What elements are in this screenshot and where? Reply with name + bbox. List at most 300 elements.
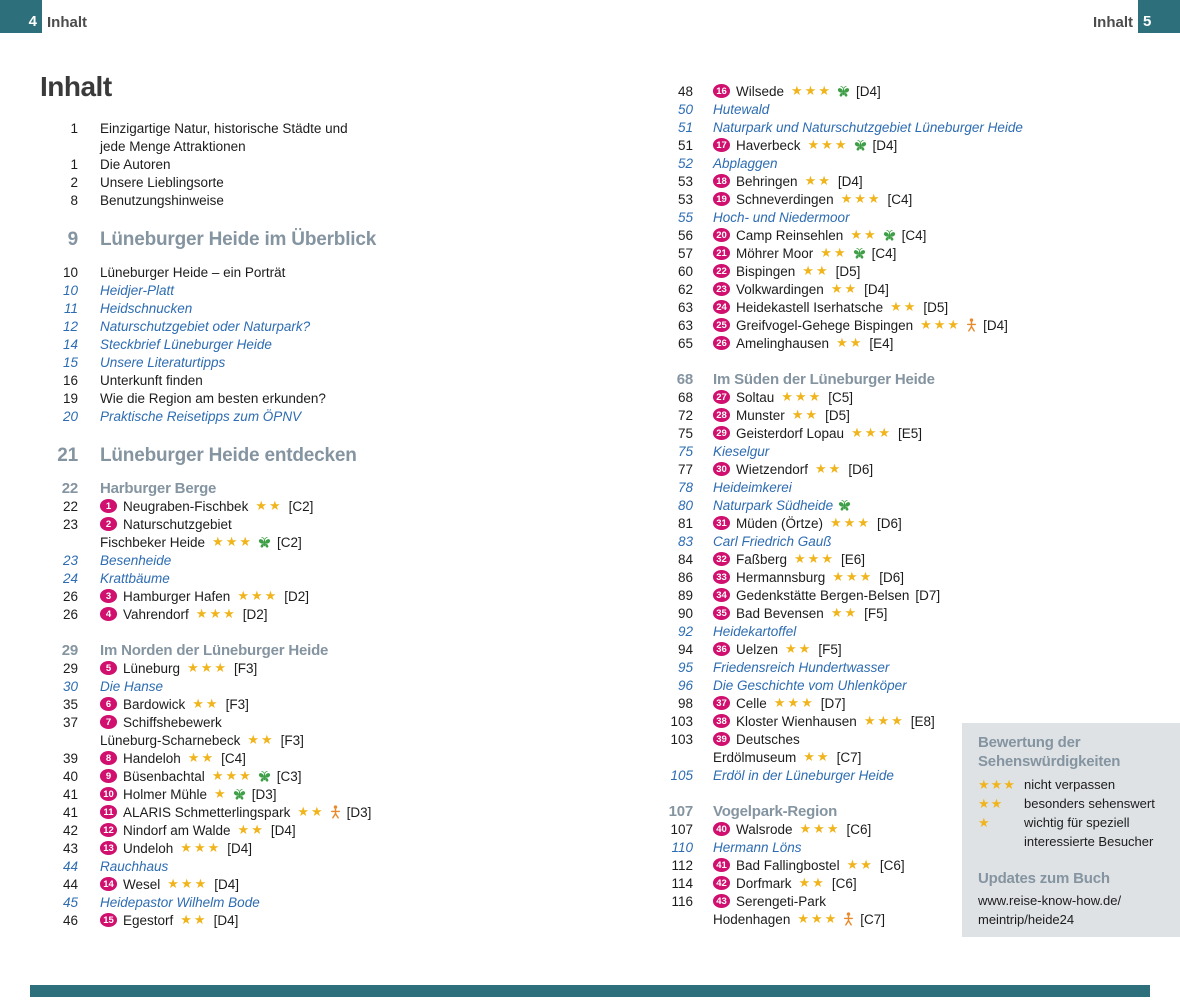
entry-content [100, 229, 376, 251]
entry-label: Die Geschichte vom Uhlenköper [713, 677, 907, 693]
entry-content [100, 804, 371, 820]
rating-stars: ★ [214, 786, 228, 801]
legend-rating-row [978, 794, 1170, 813]
entry-content [713, 768, 894, 783]
butterfly-icon [838, 499, 851, 512]
rating-stars [978, 832, 1024, 851]
toc-entry-row [40, 407, 625, 425]
entry-label: Müden (Örtze) [736, 515, 824, 531]
toc-entry-row [645, 172, 1180, 190]
entry-label: Bispingen [736, 263, 796, 279]
entry-label: Bad Fallingbostel [736, 857, 840, 873]
entry-content [100, 337, 272, 352]
page-number: 37 [62, 714, 78, 730]
page-number: 105 [670, 767, 693, 783]
updates-title: Updates zum Buch [978, 870, 1110, 887]
toc-chapter-row [40, 229, 625, 251]
entry-label: Walsrode [736, 821, 793, 837]
entry-content [713, 227, 926, 243]
entry-content [713, 173, 863, 189]
footer-accent-bar [30, 985, 1150, 997]
toc-entry-row [645, 586, 1180, 604]
map-grid-ref: [D6] [879, 569, 905, 585]
map-grid-ref: [D4] [270, 822, 296, 838]
entry-content [100, 480, 216, 497]
page-number: 63 [677, 299, 693, 315]
page-number-right: 5 [1143, 13, 1152, 30]
entry-label: Schiffshebewerk [123, 714, 222, 730]
map-grid-ref: [F3] [234, 660, 258, 676]
toc-entry-row [40, 857, 625, 875]
entry-label: Munster [736, 407, 785, 423]
page-number: 107 [668, 802, 693, 820]
header-label-left: Inhalt [47, 14, 87, 31]
rating-label: wichtig für speziell [1024, 815, 1130, 830]
page-number: 11 [63, 300, 78, 316]
poi-number-badge: 40 [713, 822, 730, 836]
entry-label: Bad Bevensen [736, 605, 824, 621]
toc-entry-row [645, 676, 1180, 694]
rating-stars: ★★ [890, 299, 918, 314]
toc-entry-row [40, 335, 625, 353]
toc-entry-row [645, 244, 1180, 262]
entry-label: Geisterdorf Lopau [736, 425, 845, 441]
person-icon [966, 318, 977, 332]
entry-label: Krattbäume [100, 570, 170, 586]
page-number: 44 [62, 858, 78, 874]
entry-content [100, 750, 246, 766]
entry-content [100, 301, 192, 316]
entry-content [713, 317, 1008, 333]
page-number: 83 [677, 533, 693, 549]
toc-entry-row [40, 659, 625, 677]
butterfly-icon [233, 788, 246, 801]
page-number: 20 [62, 408, 78, 424]
poi-number-badge: 4 [100, 607, 117, 621]
butterfly-icon [837, 85, 850, 98]
toc-entry-row [645, 190, 1180, 208]
entry-content [100, 840, 252, 856]
entry-label: Heidjer-Platt [100, 282, 175, 298]
page-number: 19 [62, 390, 78, 406]
rating-stars: ★★ [836, 335, 864, 350]
entry-label: Behringen [736, 173, 798, 189]
toc-entry-row [40, 263, 625, 281]
entry-content [100, 391, 326, 406]
page-number: 44 [62, 876, 78, 892]
page-number: 96 [677, 677, 693, 693]
toc-entry-row [40, 821, 625, 839]
entry-content [713, 840, 802, 855]
page-number: 78 [677, 479, 693, 495]
rating-stars: ★★★ [920, 317, 962, 332]
poi-number-badge: 12 [100, 823, 117, 837]
page-number: 62 [677, 281, 693, 297]
toc-entry-row [40, 389, 625, 407]
poi-number-badge: 17 [713, 138, 730, 152]
page-number: 86 [677, 569, 693, 585]
entry-label: Wietzendorf [736, 461, 809, 477]
poi-number-badge: 38 [713, 714, 730, 728]
rating-stars: ★★ [846, 857, 874, 872]
map-grid-ref: [C3] [276, 768, 302, 784]
page-number: 112 [671, 857, 693, 873]
rating-stars: ★★ [785, 641, 813, 656]
map-grid-ref: [D4] [872, 137, 898, 153]
entry-label: Gedenkstätte Bergen-Belsen [736, 587, 910, 603]
rating-label: nicht verpassen [1024, 777, 1116, 792]
toc-entry-row [645, 388, 1180, 406]
map-grid-ref: [C7] [836, 749, 862, 765]
page-number-left: 4 [28, 13, 37, 30]
entry-label: Naturpark Südheide [713, 497, 834, 513]
map-grid-ref: [E8] [910, 713, 935, 729]
entry-content [100, 517, 232, 532]
page-number: 68 [677, 389, 693, 405]
rating-stars: ★★ [187, 750, 216, 765]
entry-label: Bardowick [123, 696, 186, 712]
entry-label: Die Autoren [100, 156, 171, 172]
entry-content [713, 678, 907, 693]
entry-label: Naturschutzgebiet oder Naturpark? [100, 318, 311, 334]
page-number: 22 [61, 479, 78, 497]
page-number: 30 [62, 678, 78, 694]
page-number: 8 [70, 192, 78, 208]
entry-label: Unsere Lieblingsorte [100, 174, 224, 190]
rating-stars: ★★★ [180, 840, 222, 855]
poi-number-badge: 2 [100, 517, 117, 531]
rating-stars: ★★★ [167, 876, 209, 891]
entry-label: Lüneburger Heide entdecken [100, 445, 357, 466]
entry-content [100, 265, 285, 280]
map-grid-ref: [D6] [848, 461, 874, 477]
map-grid-ref: [C6] [879, 857, 905, 873]
entry-content [713, 515, 902, 531]
page-number: 42 [62, 822, 78, 838]
poi-number-badge: 27 [713, 390, 730, 404]
toc-entry-row [40, 803, 625, 821]
toc-entry-row [645, 316, 1180, 334]
entry-content [713, 660, 889, 675]
entry-content [713, 695, 846, 711]
entry-content [713, 894, 826, 909]
entry-label: Hamburger Hafen [123, 588, 231, 604]
toc-section-row [40, 479, 625, 497]
entry-label: Vogelpark-Region [713, 802, 838, 820]
legend-rating-row [978, 832, 1170, 851]
poi-number-badge: 3 [100, 589, 117, 603]
entry-content [100, 715, 222, 730]
entry-label: Heideimkerei [713, 479, 792, 495]
entry-content [713, 605, 887, 621]
entry-label: Erdölmuseum [713, 749, 797, 765]
entry-label: Hutewald [713, 101, 770, 117]
map-grid-ref: [D5] [923, 299, 949, 315]
toc-entry-row [40, 551, 625, 569]
toc-entry-row [40, 587, 625, 605]
entry-content [713, 102, 769, 117]
page-number: 56 [677, 227, 693, 243]
person-icon [843, 912, 854, 926]
poi-number-badge: 41 [713, 858, 730, 872]
poi-number-badge: 33 [713, 570, 730, 584]
rating-stars: ★★★ [195, 606, 237, 621]
rating-stars: ★★★ [978, 777, 1016, 792]
entry-content [713, 569, 904, 585]
entry-label: ALARIS Schmetterlingspark [123, 804, 291, 820]
entry-label: Greifvogel-Gehege Bispingen [736, 317, 914, 333]
toc-entry-row [645, 640, 1180, 658]
page-number: 23 [62, 552, 78, 568]
poi-number-badge: 9 [100, 769, 117, 783]
entry-label: Hermann Löns [713, 839, 802, 855]
entry-label: Handeloh [123, 750, 181, 766]
toc-entry-row [645, 460, 1180, 478]
entry-label: Serengeti-Park [736, 893, 827, 909]
entry-label: Dorfmark [736, 875, 792, 891]
entry-content [100, 768, 302, 784]
page-number: 90 [677, 605, 693, 621]
entry-content [100, 588, 309, 604]
entry-content [100, 409, 301, 424]
entry-content [713, 588, 940, 603]
butterfly-icon [854, 139, 867, 152]
page-number: 95 [677, 659, 693, 675]
page-number: 116 [671, 893, 693, 909]
page-number: 46 [62, 912, 78, 928]
toc-entry-row [645, 154, 1180, 172]
page-number: 35 [62, 696, 78, 712]
rating-stars: ★★★ [807, 137, 849, 152]
page-number: 29 [62, 660, 78, 676]
toc-entry-row [645, 514, 1180, 532]
rating-stars: ★★★ [830, 515, 871, 530]
entry-label: Naturschutzgebiet [123, 516, 232, 532]
legend-rating-row [978, 813, 1170, 832]
entry-content [100, 157, 171, 172]
entry-content [100, 445, 357, 467]
page-number: 9 [67, 229, 78, 250]
map-grid-ref: [D5] [825, 407, 850, 423]
map-grid-ref: [C4] [871, 245, 897, 261]
toc-entry-row [645, 262, 1180, 280]
entry-content [100, 895, 260, 910]
map-grid-ref: [F3] [280, 732, 304, 748]
map-grid-ref: [C4] [221, 750, 246, 766]
entry-content [100, 355, 225, 370]
page-number: 43 [62, 840, 78, 856]
entry-label: Amelinghausen [736, 335, 830, 351]
entry-label: Unterkunft finden [100, 372, 203, 388]
rating-stars: ★★ [255, 498, 283, 513]
map-grid-ref: [C4] [901, 227, 927, 243]
entry-content [100, 859, 168, 874]
entry-label: Wesel [123, 876, 161, 892]
toc-entry-row [645, 550, 1180, 568]
page-number: 63 [677, 317, 693, 333]
entry-label: Egestorf [123, 912, 174, 928]
rating-stars: ★★★ [211, 768, 253, 783]
entry-label: Holmer Mühle [123, 786, 208, 802]
toc-entry-row [40, 299, 625, 317]
rating-stars: ★★ [297, 804, 325, 819]
poi-number-badge: 23 [713, 282, 730, 296]
poi-number-badge: 29 [713, 426, 730, 440]
page-number: 77 [677, 461, 693, 477]
entry-content [713, 624, 796, 639]
poi-number-badge: 43 [713, 894, 730, 908]
page-number: 68 [676, 370, 693, 388]
map-grid-ref: [C6] [831, 875, 857, 891]
entry-content [713, 534, 832, 549]
rating-stars: ★★★ [781, 389, 823, 404]
page-number: 60 [677, 263, 693, 279]
page-number: 40 [62, 768, 78, 784]
rating-stars: ★★★ [799, 821, 841, 836]
map-grid-ref: [D4] [837, 173, 863, 189]
toc-entry-row [645, 424, 1180, 442]
entry-content [713, 425, 922, 441]
entry-label: Friedensreich Hundertwasser [713, 659, 890, 675]
toc-entry-row [645, 100, 1180, 118]
page-corner-left [0, 0, 42, 33]
map-grid-ref: [D4] [855, 83, 881, 99]
toc-chapter-row [40, 445, 625, 467]
map-grid-ref: [D4] [864, 281, 889, 297]
entry-content [713, 461, 873, 477]
rating-stars: ★★ [798, 875, 826, 890]
entry-label: Lüneburg-Scharnebeck [100, 732, 241, 748]
entry-label: Carl Friedrich Gauß [713, 533, 832, 549]
toc-entry-row [645, 442, 1180, 460]
rating-stars: ★ [978, 815, 991, 830]
entry-content [100, 912, 238, 928]
poi-number-badge: 37 [713, 696, 730, 710]
poi-number-badge: 34 [713, 588, 730, 602]
entry-label: Im Süden der Lüneburger Heide [713, 370, 935, 388]
toc-entry-row [40, 137, 625, 155]
entry-content [100, 175, 224, 190]
page-number: 21 [57, 445, 78, 466]
map-grid-ref: [E4] [869, 335, 894, 351]
toc-entry-row [645, 622, 1180, 640]
map-grid-ref: [D4] [214, 876, 239, 892]
entry-label: Heidepastor Wilhelm Bode [100, 894, 260, 910]
map-grid-ref: [F5] [818, 641, 842, 657]
rating-stars: ★★★ [840, 191, 882, 206]
page-number: 29 [61, 641, 78, 659]
toc-column-left [40, 72, 625, 929]
map-grid-ref: [C2] [277, 534, 302, 550]
entry-content [713, 821, 871, 837]
toc-entry-row [40, 605, 625, 623]
entry-content [713, 83, 881, 99]
rating-stars: ★★ [237, 822, 265, 837]
poi-number-badge: 20 [713, 228, 730, 242]
entry-label: Fischbeker Heide [100, 534, 206, 550]
toc-entry-row [40, 119, 625, 137]
entry-content [713, 551, 865, 567]
rating-stars: ★★★ [187, 660, 229, 675]
toc-entry-row [40, 911, 625, 929]
page-number: 12 [62, 318, 78, 334]
entry-content [100, 679, 163, 694]
map-grid-ref: [D6] [877, 515, 902, 531]
toc-entry-row [645, 694, 1180, 712]
rating-stars: ★★ [791, 407, 820, 422]
entry-content [713, 803, 837, 820]
toc-entry-row [645, 226, 1180, 244]
poi-number-badge: 6 [100, 697, 117, 711]
toc-section-row [40, 641, 625, 659]
butterfly-icon [258, 536, 271, 549]
toc-entry-row [40, 713, 625, 731]
entry-label: Lüneburger Heide – ein Porträt [100, 264, 286, 280]
map-grid-ref: [D3] [346, 804, 372, 820]
toc-entry-row [645, 298, 1180, 316]
map-grid-ref: [C4] [887, 191, 913, 207]
toc-entry-row [645, 658, 1180, 676]
entry-label: Lüneburger Heide im Überblick [100, 229, 377, 250]
butterfly-icon [258, 770, 271, 783]
entry-label: Einzigartige Natur, historische Städte und [100, 120, 348, 136]
entry-content [713, 263, 860, 279]
updates-url-line2: meintrip/heide24 [978, 912, 1075, 927]
page-number: 14 [62, 336, 78, 352]
map-grid-ref: [C2] [288, 498, 314, 514]
rating-stars: ★★ [803, 749, 831, 764]
page-number: 114 [671, 875, 693, 891]
map-grid-ref: [D7] [915, 587, 941, 603]
page-number: 39 [62, 750, 78, 766]
toc-entry-row [40, 533, 625, 551]
poi-number-badge: 19 [713, 192, 730, 206]
page-number: 23 [62, 516, 78, 532]
toc-entry-row [40, 731, 625, 749]
toc-entry-row [40, 353, 625, 371]
rating-stars: ★★★ [237, 588, 279, 603]
rating-stars: ★★★ [863, 713, 905, 728]
page-number: 22 [62, 498, 78, 514]
toc-entry-row [40, 749, 625, 767]
entry-content [100, 642, 328, 659]
entry-content [100, 139, 246, 154]
entry-label: Lüneburg [123, 660, 181, 676]
entry-label: Heidschnucken [100, 300, 193, 316]
entry-label: Die Hanse [100, 678, 164, 694]
page-number: 26 [62, 588, 78, 604]
entry-label: jede Menge Attraktionen [100, 138, 246, 154]
entry-label: Hoch- und Niedermoor [713, 209, 850, 225]
entry-content [100, 876, 239, 892]
entry-content [100, 498, 313, 514]
poi-number-badge: 15 [100, 913, 117, 927]
poi-number-badge: 32 [713, 552, 730, 566]
entry-content [713, 156, 778, 171]
toc-entry-row [645, 82, 1180, 100]
page-number: 52 [677, 155, 693, 171]
entry-content [100, 553, 171, 568]
rating-stars: ★★ [830, 605, 859, 620]
poi-number-badge: 25 [713, 318, 730, 332]
toc-entry-row [40, 191, 625, 209]
page-number: 26 [62, 606, 78, 622]
entry-label: Wilsede [736, 83, 785, 99]
entry-label: Nindorf am Walde [123, 822, 231, 838]
entry-label: Im Norden der Lüneburger Heide [100, 641, 329, 659]
page-number: 92 [677, 623, 693, 639]
butterfly-icon [883, 229, 896, 242]
